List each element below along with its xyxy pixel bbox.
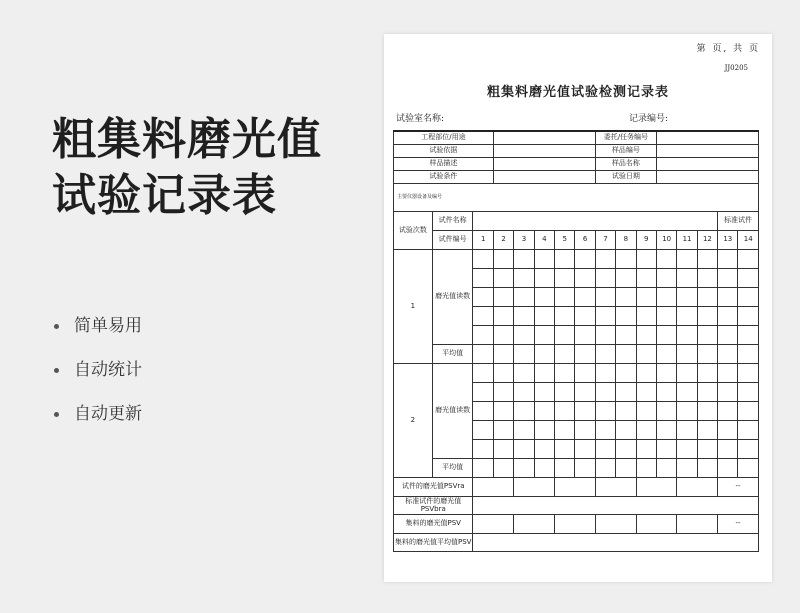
group-label: 1 <box>394 250 433 364</box>
date-label: 试验日期 <box>595 171 656 184</box>
psv-avg-row <box>394 534 759 552</box>
condition-value <box>493 171 595 184</box>
specimen-name-label: 试件名称 <box>432 212 473 231</box>
project-label: 工程部位/用途 <box>394 131 494 145</box>
record-number-label: 记录编号: <box>629 114 669 124</box>
specimen-number: 1 <box>473 231 493 250</box>
bullet-icon <box>54 412 59 417</box>
specimen-no-label: 试件编号 <box>432 231 473 250</box>
bullet-icon <box>54 368 59 373</box>
reading-label: 磨光值读数 <box>432 364 473 459</box>
specimen-number: 12 <box>697 231 717 250</box>
lab-name-label: 试验室名称: <box>396 114 445 124</box>
psv-bra-row <box>394 497 759 515</box>
specimen-number: 5 <box>555 231 575 250</box>
specimen-number: 6 <box>575 231 595 250</box>
equipment-label: 主要仪器设备及编号 <box>394 184 759 212</box>
feature-label: 简单易用 <box>74 316 142 336</box>
psv-label: 集料的磨光值PSV <box>394 515 473 534</box>
specimen-number: 9 <box>636 231 656 250</box>
commission-value <box>656 131 758 145</box>
specimen-number: 14 <box>738 231 759 250</box>
date-value <box>656 171 758 184</box>
commission-label: 委托/任务编号 <box>595 131 656 145</box>
feature-list <box>52 312 142 444</box>
test-count-label: 试验次数 <box>394 212 433 250</box>
basis-value <box>493 145 595 158</box>
sample-name-label: 样品名称 <box>595 158 656 171</box>
hero-title: 粗集料磨光值试验记录表 <box>52 114 322 221</box>
average-label: 平均值 <box>432 459 473 478</box>
feature-item <box>52 312 142 356</box>
group-label: 2 <box>394 364 433 478</box>
sample-desc-value <box>493 158 595 171</box>
psv-avg-label: 集料的磨光值平均值PSV <box>394 534 473 552</box>
psv-ra-row <box>394 478 759 497</box>
specimen-number: 13 <box>718 231 738 250</box>
basis-label: 试验依据 <box>394 145 494 158</box>
average-label: 平均值 <box>432 345 473 364</box>
sample-no-label: 样品编号 <box>595 145 656 158</box>
specimen-number: 8 <box>616 231 636 250</box>
psv-bra-label: 标准试件的磨光值PSVbra <box>394 497 473 515</box>
reading-row <box>394 364 759 383</box>
bullet-icon <box>54 324 59 329</box>
page-info: 第 页, 共 页 <box>696 44 760 54</box>
feature-item <box>52 356 142 400</box>
record-table <box>393 130 759 552</box>
specimen-name-value <box>473 212 718 231</box>
average-row <box>394 345 759 364</box>
dash-value: -- <box>718 515 759 534</box>
condition-label: 试验条件 <box>394 171 494 184</box>
feature-label: 自动统计 <box>74 360 142 380</box>
sample-name-value <box>656 158 758 171</box>
specimen-number: 2 <box>493 231 513 250</box>
document-preview <box>384 34 772 582</box>
form-code: JJ0205 <box>724 64 748 72</box>
project-value <box>493 131 595 145</box>
specimen-number: 3 <box>514 231 534 250</box>
document-title: 粗集料磨光值试验检测记录表 <box>486 85 669 100</box>
specimen-number: 7 <box>595 231 615 250</box>
feature-item <box>52 400 142 444</box>
average-row <box>394 459 759 478</box>
reading-label: 磨光值读数 <box>432 250 473 345</box>
standard-specimen-label: 标准试件 <box>718 212 759 231</box>
dash-value: -- <box>718 478 759 497</box>
reading-row <box>394 250 759 269</box>
specimen-number: 4 <box>534 231 554 250</box>
psv-ra-label: 试件的磨光值PSVra <box>394 478 473 497</box>
feature-label: 自动更新 <box>74 404 142 424</box>
sample-desc-label: 样品描述 <box>394 158 494 171</box>
specimen-number: 11 <box>677 231 697 250</box>
psv-row <box>394 515 759 534</box>
specimen-number: 10 <box>656 231 676 250</box>
sample-no-value <box>656 145 758 158</box>
